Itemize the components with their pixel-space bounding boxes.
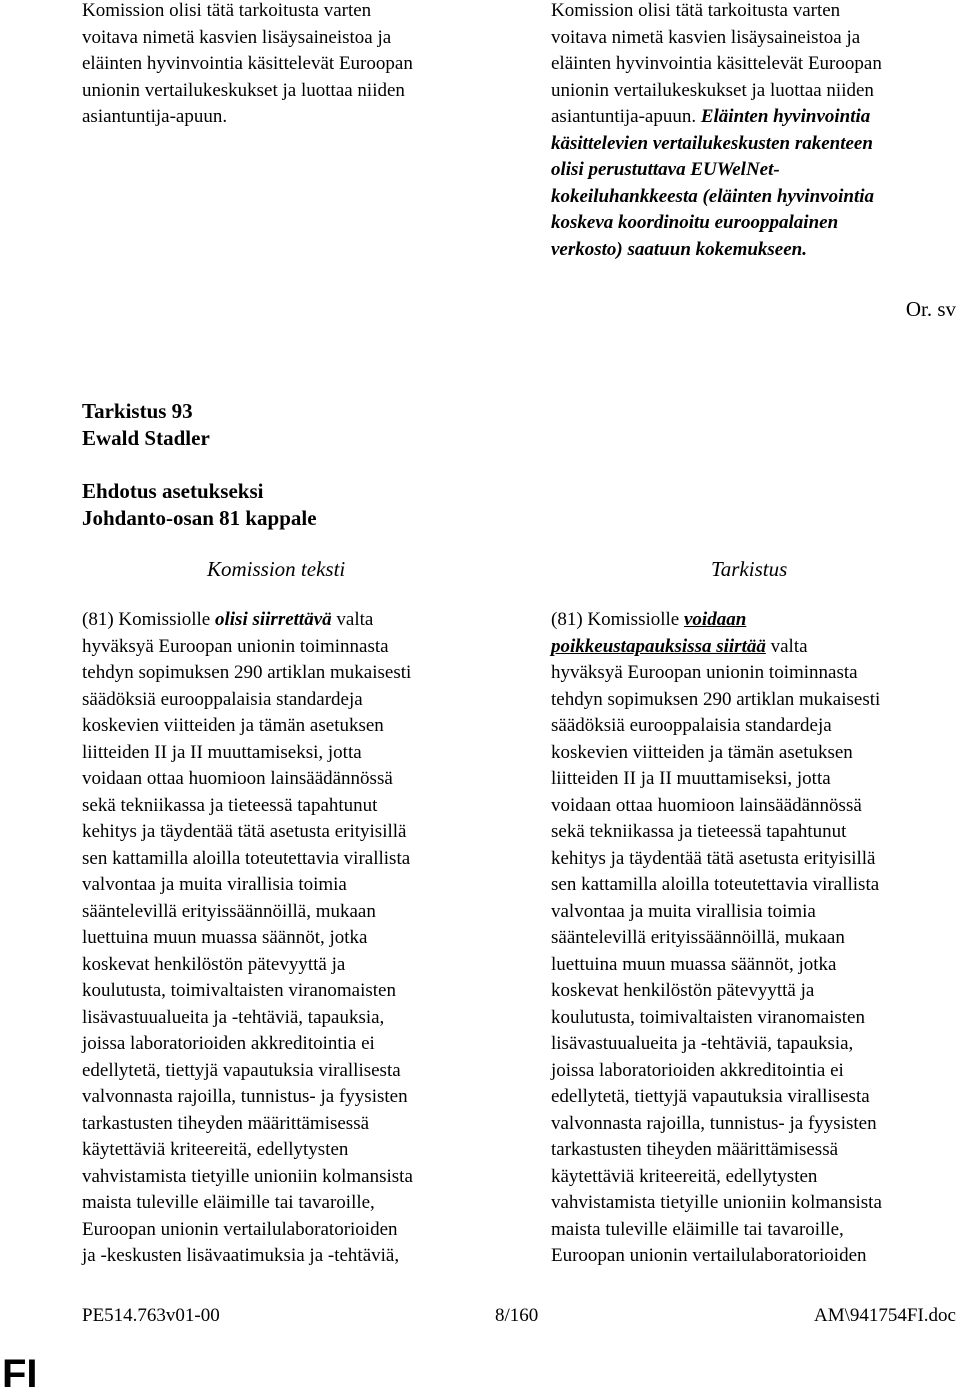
text-line bbox=[82, 872, 492, 899]
text-line bbox=[551, 25, 956, 52]
text-line bbox=[82, 0, 492, 25]
emphasis-text: kokeiluhankkeesta (eläinten hyvinvointia bbox=[551, 185, 875, 207]
text-segment: säädöksiä eurooppalaisia standardeja bbox=[82, 688, 363, 710]
text-line bbox=[82, 1164, 492, 1191]
proposal-type: Ehdotus asetukseksi bbox=[82, 479, 264, 503]
text-line bbox=[82, 819, 492, 846]
text-segment: eläinten hyvinvointia käsittelevät Euroopan bbox=[551, 53, 882, 74]
text-segment: joissa laboratorioiden akkreditointia ei bbox=[82, 1033, 375, 1054]
emphasis-text: olisi perustuttava EUWelNet- bbox=[551, 159, 780, 180]
text-segment: voidaan ottaa huomioon lainsäädännössä bbox=[551, 794, 862, 816]
text-line bbox=[82, 1005, 492, 1032]
text-line bbox=[82, 1190, 492, 1217]
text-segment: sekä tekniikassa ja tieteessä tapahtunut bbox=[82, 794, 378, 816]
text-segment: koskevien viitteiden ja tämän asetuksen bbox=[551, 741, 853, 763]
text-line bbox=[551, 1005, 956, 1032]
text-segment: maista tuleville eläimille tai tavaroille, bbox=[82, 1192, 375, 1213]
text-segment: vahvistamista tietyille unioniin kolmansista bbox=[82, 1165, 413, 1187]
footer-file-ref: AM\941754FI.doc bbox=[814, 1305, 956, 1326]
text-segment: unionin vertailukeskukset ja luottaa niiden bbox=[551, 79, 874, 101]
text-segment: koulutusta, toimivaltaisten viranomaisten bbox=[82, 980, 396, 1001]
text-line bbox=[82, 607, 492, 634]
emphasis-text: koskeva koordinoitu eurooppalainen bbox=[551, 212, 839, 233]
text-line bbox=[551, 660, 956, 687]
text-line bbox=[551, 210, 956, 237]
text-line bbox=[82, 1084, 492, 1111]
text-segment: liitteiden II ja II muuttamiseksi, jotta bbox=[82, 741, 362, 763]
text-segment: koulutusta, toimivaltaisten viranomaisten bbox=[551, 1006, 865, 1028]
language-code: FI bbox=[2, 1352, 38, 1396]
text-line bbox=[551, 78, 956, 105]
text-segment: valvontaa ja muita virallisia toimia bbox=[551, 900, 816, 922]
text-line bbox=[551, 237, 956, 264]
text-line bbox=[551, 1217, 956, 1244]
text-line bbox=[82, 925, 492, 952]
text-line bbox=[82, 51, 492, 78]
text-line bbox=[551, 157, 956, 184]
text-line bbox=[551, 819, 956, 846]
text-segment: sääntelevillä erityissäännöillä, mukaan bbox=[551, 927, 845, 948]
emphasis-text: olisi siirrettävä bbox=[215, 609, 332, 630]
text-line bbox=[551, 634, 956, 661]
text-segment: luettuina muun muassa säännöt, jotka bbox=[551, 953, 837, 975]
text-segment: liitteiden II ja II muuttamiseksi, jotta bbox=[551, 768, 831, 789]
text-segment: kehitys ja täydentää tätä asetusta erityisillä bbox=[551, 847, 876, 869]
text-segment: tarkastusten tiheyden määrittämisessä bbox=[82, 1112, 370, 1134]
text-segment: joissa laboratorioiden akkreditointia ei bbox=[551, 1059, 844, 1081]
text-segment: luettuina muun muassa säännöt, jotka bbox=[82, 927, 368, 948]
text-segment: edellytetä, tiettyjä vapautuksia virallisesta bbox=[82, 1059, 401, 1081]
text-line bbox=[82, 978, 492, 1005]
amendment-heading: Tarkistus bbox=[711, 557, 788, 581]
text-segment: voitava nimetä kasvien lisäysaineistoa ja bbox=[82, 26, 392, 48]
original-language: Or. sv bbox=[905, 297, 956, 321]
amendment-author: Ewald Stadler bbox=[82, 426, 210, 450]
text-segment: asiantuntija-apuun. bbox=[82, 106, 228, 127]
text-segment: tarkastusten tiheyden määrittämisessä bbox=[551, 1139, 839, 1160]
text-segment: sen kattamilla aloilla toteutettavia virallista bbox=[551, 874, 880, 895]
text-segment: maista tuleville eläimille tai tavaroille, bbox=[551, 1218, 844, 1240]
top-right-paragraph bbox=[551, 0, 956, 263]
text-segment: edellytetä, tiettyjä vapautuksia virallisesta bbox=[551, 1086, 870, 1107]
text-line bbox=[82, 25, 492, 52]
text-segment: asiantuntija-apuun. bbox=[551, 106, 701, 127]
text-line bbox=[82, 793, 492, 820]
text-segment: valta bbox=[331, 609, 374, 630]
text-segment: valvontaa ja muita virallisia toimia bbox=[82, 874, 347, 895]
text-line bbox=[551, 184, 956, 211]
text-segment: Euroopan unionin vertailulaboratorioiden bbox=[551, 1245, 867, 1266]
text-line bbox=[551, 51, 956, 78]
text-line bbox=[82, 846, 492, 873]
text-segment: koskevien viitteiden ja tämän asetuksen bbox=[82, 715, 384, 736]
text-segment: tehdyn sopimuksen 290 artiklan mukaisesti bbox=[82, 662, 412, 683]
emphasis-text: voidaan bbox=[684, 609, 747, 630]
text-line bbox=[551, 607, 956, 634]
text-line bbox=[551, 0, 956, 25]
text-segment: valvonnasta rajoilla, tunnistus- ja fyysisten bbox=[551, 1112, 877, 1134]
text-line bbox=[551, 1164, 956, 1191]
text-segment: (81) Komissiolle bbox=[551, 609, 684, 630]
text-line bbox=[551, 899, 956, 926]
emphasis-text: poikkeustapauksissa siirtää bbox=[551, 635, 766, 657]
text-line bbox=[82, 1217, 492, 1244]
amendment-title: Tarkistus 93 bbox=[82, 399, 193, 423]
text-line bbox=[82, 740, 492, 767]
commission-text-column bbox=[82, 607, 492, 1270]
commission-text-heading: Komission teksti bbox=[207, 557, 346, 581]
text-segment: lisävastuualueita ja -tehtäviä, tapauksia, bbox=[551, 1033, 854, 1054]
text-segment: Euroopan unionin vertailulaboratorioiden bbox=[82, 1218, 398, 1240]
text-segment: lisävastuualueita ja -tehtäviä, tapauksia, bbox=[82, 1006, 385, 1028]
text-line bbox=[82, 1137, 492, 1164]
text-segment: hyväksyä Euroopan unionin toiminnasta bbox=[551, 662, 858, 683]
footer-doc-ref: PE514.763v01-00 bbox=[82, 1305, 220, 1326]
text-segment: vahvistamista tietyille unioniin kolmansista bbox=[551, 1192, 882, 1213]
text-line bbox=[551, 766, 956, 793]
text-segment: valta bbox=[765, 635, 808, 657]
text-line bbox=[551, 846, 956, 873]
text-segment: eläinten hyvinvointia käsittelevät Euroopan bbox=[82, 53, 413, 74]
text-line bbox=[82, 952, 492, 979]
text-segment: unionin vertailukeskukset ja luottaa niiden bbox=[82, 79, 405, 101]
text-line bbox=[82, 687, 492, 714]
text-segment: sekä tekniikassa ja tieteessä tapahtunut bbox=[551, 821, 847, 842]
text-line bbox=[551, 740, 956, 767]
recital-reference: Johdanto-osan 81 kappale bbox=[82, 506, 317, 530]
text-line bbox=[82, 1058, 492, 1085]
text-segment: (81) Komissiolle bbox=[82, 609, 215, 630]
text-line bbox=[551, 104, 956, 131]
text-line bbox=[82, 1111, 492, 1138]
text-line bbox=[551, 687, 956, 714]
text-segment: sääntelevillä erityissäännöillä, mukaan bbox=[82, 900, 376, 922]
text-line bbox=[551, 952, 956, 979]
text-segment: käytettäviä kriteereitä, edellytysten bbox=[82, 1139, 349, 1160]
text-line bbox=[551, 713, 956, 740]
text-segment: hyväksyä Euroopan unionin toiminnasta bbox=[82, 635, 389, 657]
text-line bbox=[82, 634, 492, 661]
text-line bbox=[551, 1031, 956, 1058]
top-left-paragraph bbox=[82, 0, 492, 131]
text-line bbox=[551, 872, 956, 899]
text-segment: käytettäviä kriteereitä, edellytysten bbox=[551, 1165, 818, 1187]
text-line bbox=[551, 1058, 956, 1085]
text-line bbox=[82, 899, 492, 926]
emphasis-text: verkosto) saatuun kokemukseen. bbox=[551, 238, 807, 260]
text-segment: Komission olisi tätä tarkoitusta varten bbox=[551, 0, 841, 21]
text-line bbox=[551, 1190, 956, 1217]
text-segment: kehitys ja täydentää tätä asetusta erityisillä bbox=[82, 821, 407, 842]
text-segment: koskevat henkilöstön pätevyyttä ja bbox=[82, 953, 346, 975]
text-line bbox=[551, 131, 956, 158]
text-line bbox=[82, 1243, 492, 1270]
text-line bbox=[551, 978, 956, 1005]
text-line bbox=[551, 1084, 956, 1111]
text-line bbox=[82, 1031, 492, 1058]
text-line bbox=[551, 1243, 956, 1270]
text-segment: ja -keskusten lisävaatimuksia ja -tehtäviä, bbox=[82, 1245, 400, 1266]
text-segment: valvonnasta rajoilla, tunnistus- ja fyysisten bbox=[82, 1086, 408, 1107]
text-line bbox=[82, 713, 492, 740]
footer-page-number: 8/160 bbox=[495, 1305, 539, 1326]
text-line bbox=[82, 104, 492, 131]
text-line bbox=[82, 78, 492, 105]
text-segment: Komission olisi tätä tarkoitusta varten bbox=[82, 0, 372, 21]
emphasis-text: käsittelevien vertailukeskusten rakenteen bbox=[551, 132, 873, 154]
text-line bbox=[551, 793, 956, 820]
text-segment: voitava nimetä kasvien lisäysaineistoa ja bbox=[551, 26, 861, 48]
text-line bbox=[82, 660, 492, 687]
text-line bbox=[551, 1111, 956, 1138]
text-line bbox=[551, 925, 956, 952]
text-segment: voidaan ottaa huomioon lainsäädännössä bbox=[82, 768, 393, 789]
emphasis-text: Eläinten hyvinvointia bbox=[700, 106, 871, 127]
text-line bbox=[551, 1137, 956, 1164]
text-segment: koskevat henkilöstön pätevyyttä ja bbox=[551, 980, 815, 1001]
text-segment: tehdyn sopimuksen 290 artiklan mukaisesti bbox=[551, 688, 881, 710]
text-segment: sen kattamilla aloilla toteutettavia virallista bbox=[82, 847, 411, 869]
text-segment: säädöksiä eurooppalaisia standardeja bbox=[551, 715, 832, 736]
text-line bbox=[82, 766, 492, 793]
amendment-text-column bbox=[551, 607, 956, 1270]
